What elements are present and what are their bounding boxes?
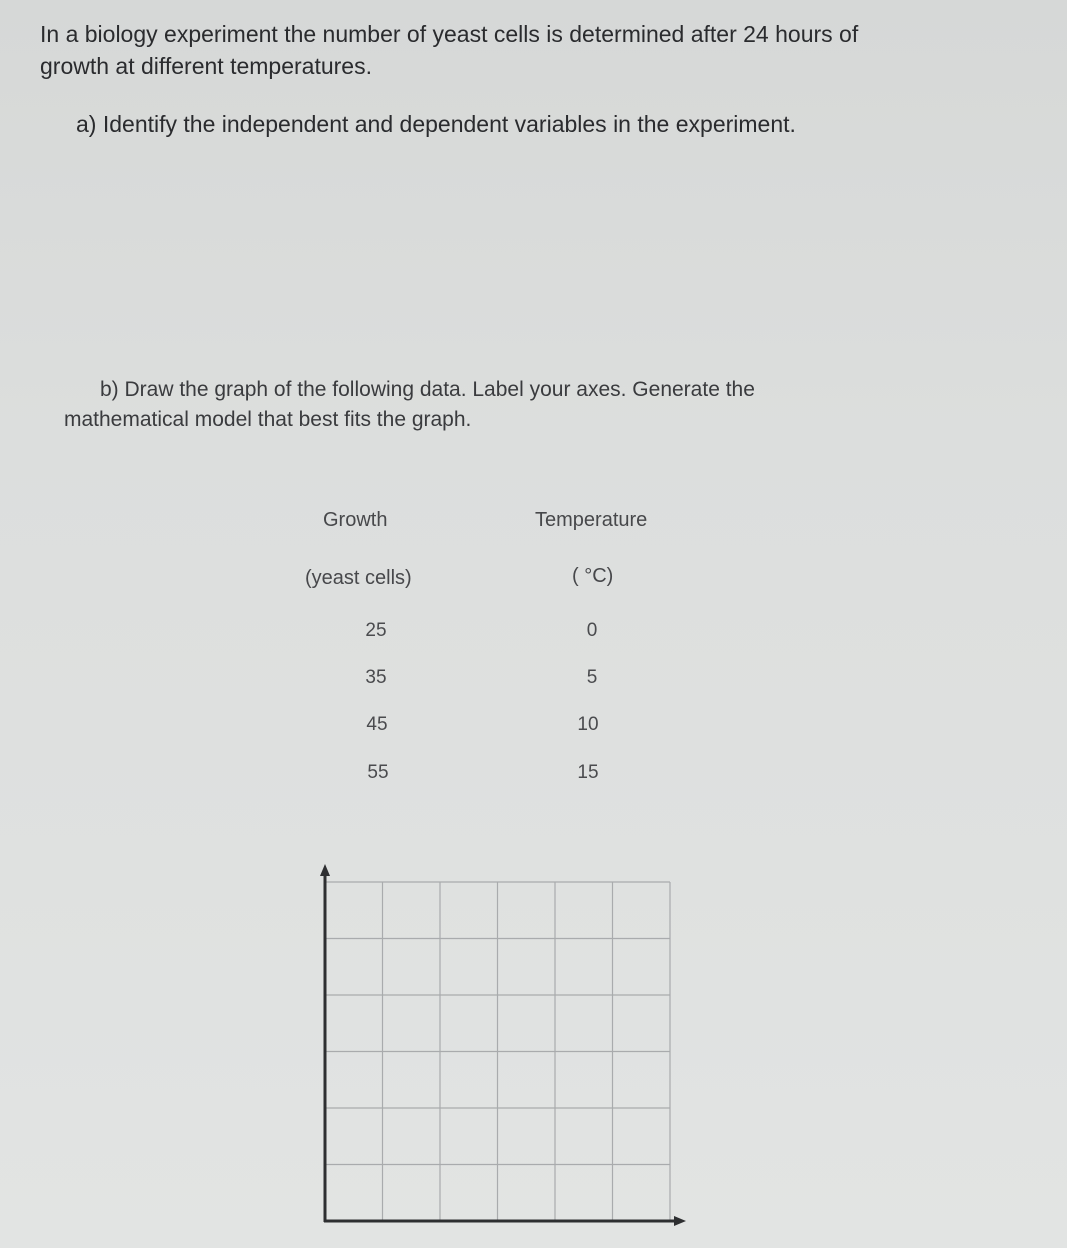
x-axis-arrow <box>674 1216 686 1226</box>
temperature-cell: 0 <box>586 620 598 641</box>
temperature-unit: ( °C) <box>572 565 614 587</box>
growth-unit: (yeast cells) <box>305 567 412 589</box>
temperature-cell: 5 <box>586 667 598 688</box>
temperature-cell: 10 <box>577 714 599 735</box>
growth-cell: 35 <box>365 667 387 688</box>
blank-graph-grid <box>300 860 700 1235</box>
growth-header: Growth <box>323 509 388 531</box>
growth-cell: 55 <box>367 762 389 783</box>
growth-cell: 25 <box>365 620 387 641</box>
y-axis-arrow <box>320 864 330 876</box>
part-b-line-2: mathematical model that best fits the graph. <box>64 408 472 431</box>
question-intro-line-1: In a biology experiment the number of yeast cells is determined after 24 hours of <box>40 21 859 47</box>
question-intro-line-2: growth at different temperatures. <box>40 53 372 79</box>
part-b-line-1: b) Draw the graph of the following data. Label your axes. Generate the <box>100 378 755 401</box>
growth-cell: 45 <box>366 714 388 735</box>
temperature-cell: 15 <box>577 762 599 783</box>
part-b-prompt <box>64 375 884 435</box>
grid-lines <box>325 882 670 1221</box>
part-a-prompt: a) Identify the independent and dependent variables in the experiment. <box>76 111 796 137</box>
question-intro <box>40 18 940 82</box>
temperature-header: Temperature <box>535 509 648 531</box>
